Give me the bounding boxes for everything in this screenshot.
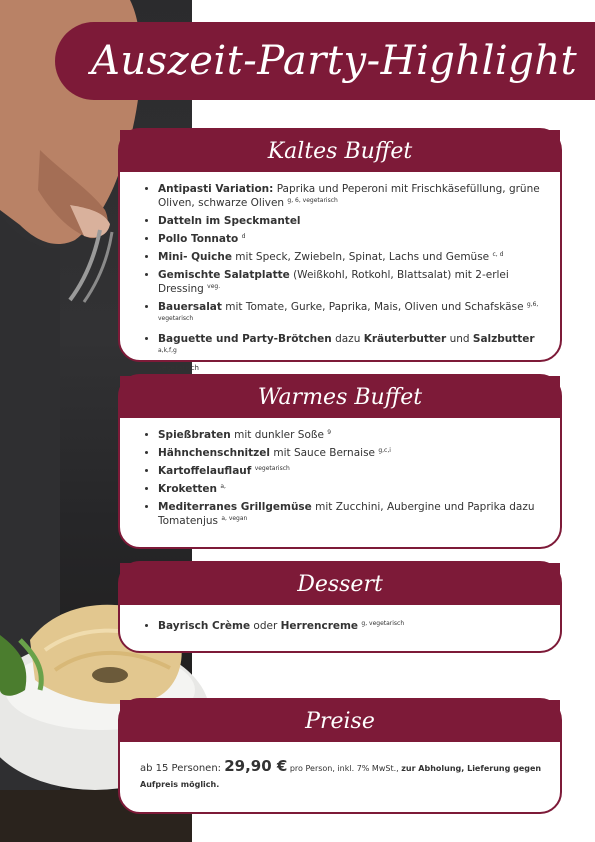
card-kaltes-buffet <box>118 128 562 372</box>
section-title: Dessert <box>297 571 383 597</box>
list-item: • Pollo Tonnato $^d$ <box>158 232 546 246</box>
card-header <box>120 563 560 605</box>
menu-list <box>120 418 560 540</box>
section-title: Warmes Buffet <box>257 384 423 410</box>
price-value: 29,90 € <box>224 757 288 775</box>
list-item: • Hähnchenschnitzel mit Sauce Bernaise $^{g,c,i}$ <box>158 446 546 460</box>
list-item: • Baguette und Party-Brötchen dazu Kräuterbutter und Salzbutter $^{a,k,f,g}$ vegetarisch <box>158 332 546 375</box>
section-title: Preise <box>305 708 375 734</box>
price-per: pro Person, inkl. 7% MwSt., <box>287 764 402 773</box>
card-header <box>120 376 560 418</box>
list-item: • Gemischte Salatplatte (Weißkohl, Rotkohl, Blattsalat) mit 2-erlei Dressing $^{veg.}$ <box>158 268 546 296</box>
card-header <box>120 700 560 742</box>
card-preise <box>118 698 562 814</box>
list-item: • Mini- Quiche mit Speck, Zwiebeln, Spinat, Lachs und Gemüse $^{c, d}$ <box>158 250 546 264</box>
list-item: • Antipasti Variation: Paprika und Peperoni mit Frischkäsefüllung, grüne Oliven, schwarze Oliven $^{g, 6, vegetarisch}$ <box>158 182 546 210</box>
list-item: • Kroketten $^{a,}$ <box>158 482 546 496</box>
card-header <box>120 130 560 172</box>
list-item: • Datteln im Speckmantel <box>158 214 546 228</box>
menu-list <box>120 172 560 387</box>
page-title: Auszeit-Party-Highlight <box>91 38 578 84</box>
list-item: • Spießbraten mit dunkler Soße $^9$ <box>158 428 546 442</box>
list-item: • Mediterranes Grillgemüse mit Zucchini, Aubergine und Paprika dazu Tomatenjus $^{a, vegan}$ <box>158 500 546 528</box>
list-item: • Kartoffelauflauf $^{vegetarisch}$ <box>158 464 546 478</box>
price-note: zur Abholung, Lieferung gegen Aufpreis möglich. <box>140 764 542 789</box>
menu-list <box>120 605 560 645</box>
price-prefix: ab 15 Personen: <box>140 763 225 774</box>
title-banner <box>55 22 595 100</box>
card-dessert <box>118 561 562 653</box>
list-item: • Bayrisch Crème oder Herrencreme $^{g, vegetarisch}$ <box>158 619 546 633</box>
section-title: Kaltes Buffet <box>267 138 413 164</box>
price-info <box>120 742 560 803</box>
card-warmes-buffet <box>118 374 562 549</box>
list-item: • Bauersalat mit Tomate, Gurke, Paprika, Mais, Oliven und Schafskäse $^{g,6, vegetarisch}$ <box>158 300 546 328</box>
